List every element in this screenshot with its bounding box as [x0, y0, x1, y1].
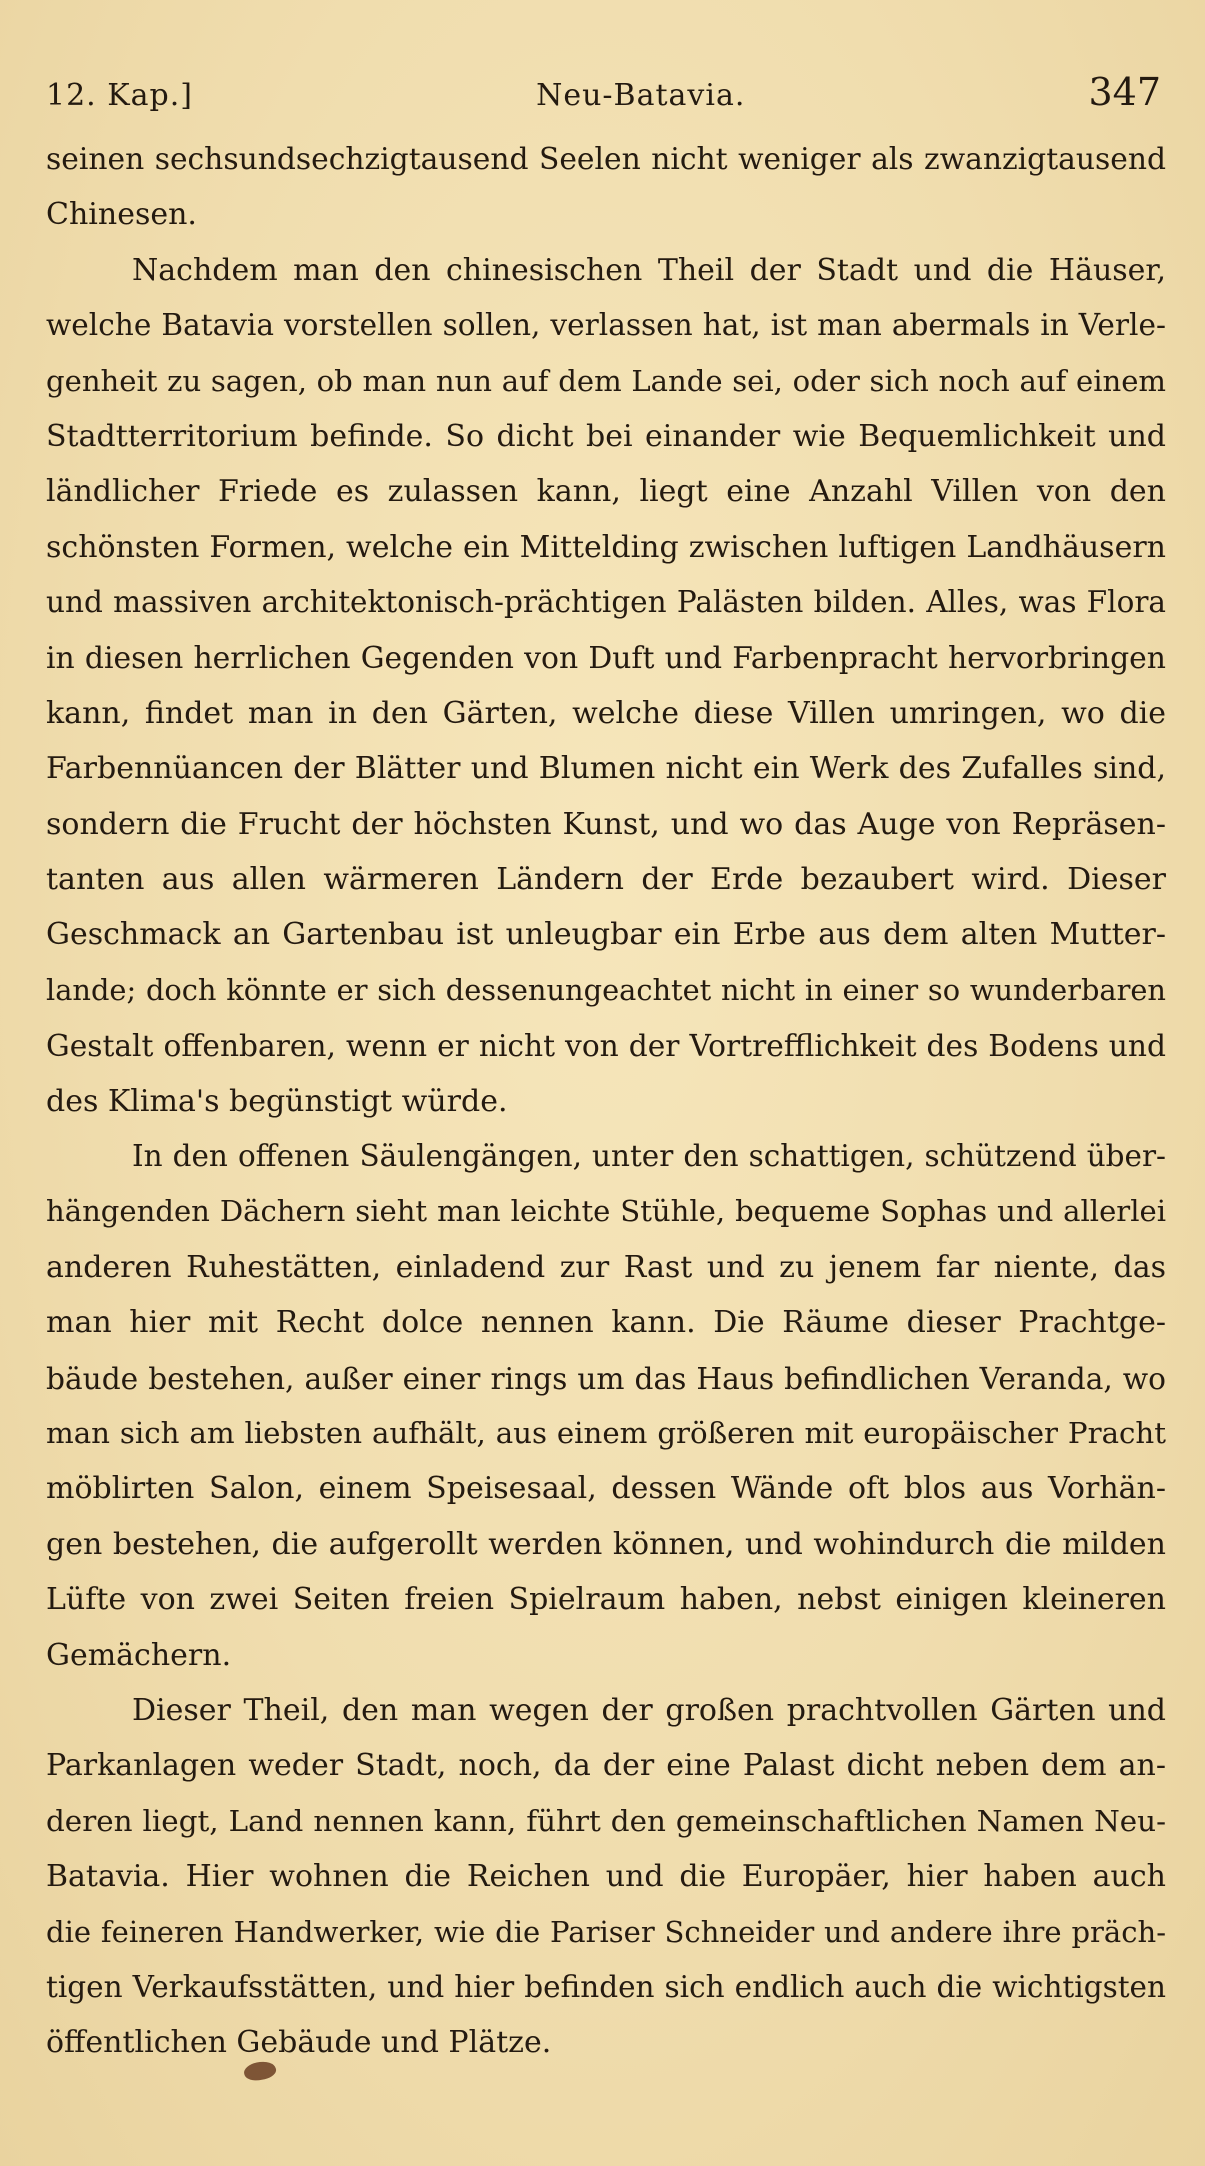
running-title: Neu-Batavia.	[536, 78, 746, 113]
text-line: möblirten Salon, einem Speisesaal, dessen Wände oft blos aus Vorhän-	[46, 1471, 1166, 1507]
text-line: Parkanlagen weder Stadt, noch, da der eine Palast dicht neben dem an-	[46, 1748, 1166, 1784]
text-line: sondern die Frucht der höchsten Kunst, und wo das Auge von Repräsen-	[46, 806, 1166, 842]
text-line: seinen sechsundsechzigtausend Seelen nicht weniger als zwanzigtausend	[46, 142, 1166, 177]
text-line: man sich am liebsten aufhält, aus einem größeren mit europäischer Pracht	[46, 1415, 1166, 1450]
text-line: Lüfte von zwei Seiten freien Spielraum haben, nebst einigen kleineren	[46, 1582, 1166, 1618]
text-line: Chinesen.	[46, 197, 197, 233]
text-line: hängenden Dächern sieht man leichte Stühle, bequeme Sophas und allerlei	[46, 1194, 1166, 1229]
text-line: Gestalt offenbaren, wenn er nicht von der Vortrefflichkeit des Bodens und	[46, 1028, 1166, 1064]
text-line: bäude bestehen, außer einer rings um das Haus befindlichen Veranda, wo	[46, 1360, 1166, 1396]
text-line: Farbennüancen der Blätter und Blumen nicht ein Werk des Zufalles sind,	[46, 751, 1166, 787]
text-line: Geschmack an Gartenbau ist unleugbar ein Erbe aus dem alten Mutter-	[46, 917, 1166, 953]
text-line: Dieser Theil, den man wegen der großen prachtvollen Gärten und	[132, 1692, 1166, 1728]
paragraph-2	[46, 243, 1166, 1129]
text-line: schönsten Formen, welche ein Mittelding zwischen luftigen Landhäusern	[46, 529, 1166, 565]
text-line: und massiven architektonisch-prächtigen Palästen bilden. Alles, was Flora	[46, 585, 1166, 620]
text-line: lande; doch könnte er sich dessenungeachtet nicht in einer so wunderbaren	[46, 972, 1166, 1007]
paragraph-3	[46, 1129, 1166, 1683]
text-line: öffentlichen Gebäude und Plätze.	[46, 2025, 552, 2061]
text-line: kann, findet man in den Gärten, welche diese Villen umringen, wo die	[46, 695, 1166, 731]
text-line: ländlicher Friede es zulassen kann, liegt eine Anzahl Villen von den	[46, 474, 1166, 510]
text-line: gen bestehen, die aufgerollt werden können, und wohindurch die milden	[46, 1526, 1166, 1562]
paragraph-4	[46, 1683, 1166, 2071]
text-line: Gemächern.	[46, 1637, 232, 1673]
body-text	[46, 132, 1166, 2071]
text-line: In den offenen Säulengängen, unter den schattigen, schützend über-	[132, 1139, 1166, 1174]
text-line: welche Batavia vorstellen sollen, verlassen hat, ist man abermals in Verle-	[46, 308, 1166, 343]
text-line: anderen Ruhestätten, einladend zur Rast und zu jenem far niente, das	[46, 1249, 1166, 1285]
text-line: man hier mit Recht dolce nennen kann. Die Räume dieser Prachtge-	[46, 1305, 1166, 1341]
text-line: des Klima's begünstigt würde.	[46, 1083, 508, 1119]
text-line: tigen Verkaufsstätten, und hier befinden sich endlich auch die wichtigsten	[46, 1969, 1166, 2004]
text-line: deren liegt, Land nennen kann, führt den gemeinschaftlichen Namen Neu-	[46, 1803, 1166, 1838]
text-line: tanten aus allen wärmeren Ländern der Erde bezaubert wird. Dieser	[46, 862, 1166, 898]
text-line: in diesen herrlichen Gegenden von Duft und Farbenpracht hervorbringen	[46, 640, 1166, 676]
page-number: 347	[1088, 70, 1161, 114]
running-header	[46, 70, 1161, 130]
text-line: die feineren Handwerker, wie die Pariser Schneider und andere ihre präch-	[46, 1914, 1166, 1949]
text-line: Stadtterritorium befinde. So dicht bei einander wie Bequemlichkeit und	[46, 418, 1166, 454]
paragraph-1	[46, 132, 1166, 243]
text-line: Batavia. Hier wohnen die Reichen und die Europäer, hier haben auch	[46, 1859, 1166, 1895]
chapter-label: 12. Kap.]	[46, 78, 193, 113]
text-line: Nachdem man den chinesischen Theil der Stadt und die Häuser,	[132, 252, 1166, 288]
text-line: genheit zu sagen, ob man nun auf dem Lande sei, oder sich noch auf einem	[46, 363, 1166, 398]
